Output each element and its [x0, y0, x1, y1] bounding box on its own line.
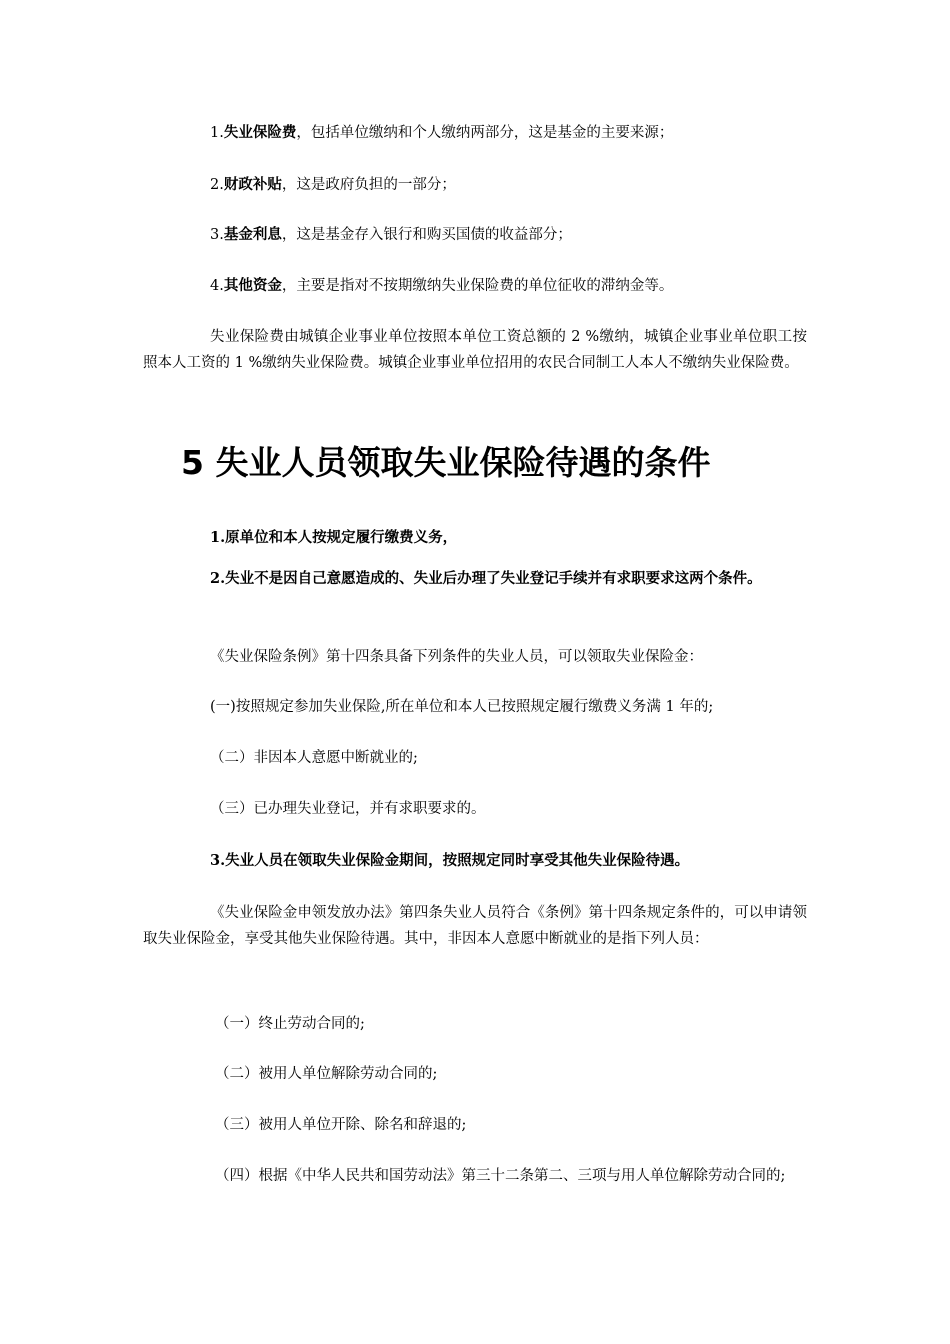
measures-paragraph: 《失业保险金申领发放办法》第四条失业人员符合《条例》第十四条规定条件的，可以申请领取失业保险金，享受其他失业保险待遇。其中，非因本人意愿中断就业的是指下列人员： — [143, 905, 807, 947]
regulation-item-3: （三）已办理失业登记，并有求职要求的。 — [210, 801, 486, 817]
source-term: 失业保险费 — [223, 124, 297, 141]
involuntary-item-2: （二）被用人单位解除劳动合同的; — [215, 1066, 438, 1082]
section-heading: 5 失业人员领取失业保险待遇的条件 — [181, 443, 711, 482]
source-term: 其他资金 — [223, 277, 282, 294]
regulation-item-2: （二）非因本人意愿中断就业的; — [210, 750, 418, 766]
condition-1: 1.原单位和本人按规定履行缴费义务， — [210, 529, 458, 546]
involuntary-item-3: （三）被用人单位开除、除名和辞退的; — [215, 1117, 467, 1133]
source-item-4 — [143, 273, 807, 299]
source-num: 1. — [210, 125, 224, 141]
regulation-item-1: (一)按照规定参加失业保险,所在单位和本人已按照规定履行缴费义务满 1 年的; — [210, 699, 714, 715]
involuntary-item-1: （一）终止劳动合同的; — [215, 1016, 365, 1032]
source-term: 财政补贴 — [223, 176, 282, 193]
source-num: 4. — [210, 278, 224, 294]
condition-3: 3.失业人员在领取失业保险金期间，按照规定同时享受其他失业保险待遇。 — [210, 852, 690, 869]
condition-2: 2.失业不是因自己意愿造成的、失业后办理了失业登记手续并有求职要求这两个条件。 — [210, 570, 762, 587]
source-desc: ，这是基金存入银行和购买国债的收益部分； — [281, 227, 572, 243]
source-term: 基金利息 — [223, 226, 282, 243]
source-desc: ，这是政府负担的一部分； — [281, 177, 456, 193]
source-item-1 — [143, 120, 807, 146]
rate-paragraph: 失业保险费由城镇企业事业单位按照本单位工资总额的 2 %缴纳，城镇企业事业单位职工按照本人工资的 1 %缴纳失业保险费。城镇企业事业单位招用的农民合同制工人本人不缴纳失业保险费。 — [143, 329, 807, 371]
source-num: 3. — [210, 227, 224, 243]
source-item-2 — [143, 172, 807, 198]
source-desc: ，包括单位缴纳和个人缴纳两部分，这是基金的主要来源； — [296, 125, 674, 141]
source-num: 2. — [210, 177, 224, 193]
source-item-3 — [143, 222, 807, 248]
regulation-intro: 《失业保险条例》第十四条具备下列条件的失业人员，可以领取失业保险金： — [210, 649, 703, 665]
involuntary-item-4: （四）根据《中华人民共和国劳动法》第三十二条第二、三项与用人单位解除劳动合同的; — [215, 1168, 786, 1184]
source-desc: ，主要是指对不按期缴纳失业保险费的单位征收的滞纳金等。 — [281, 278, 674, 294]
